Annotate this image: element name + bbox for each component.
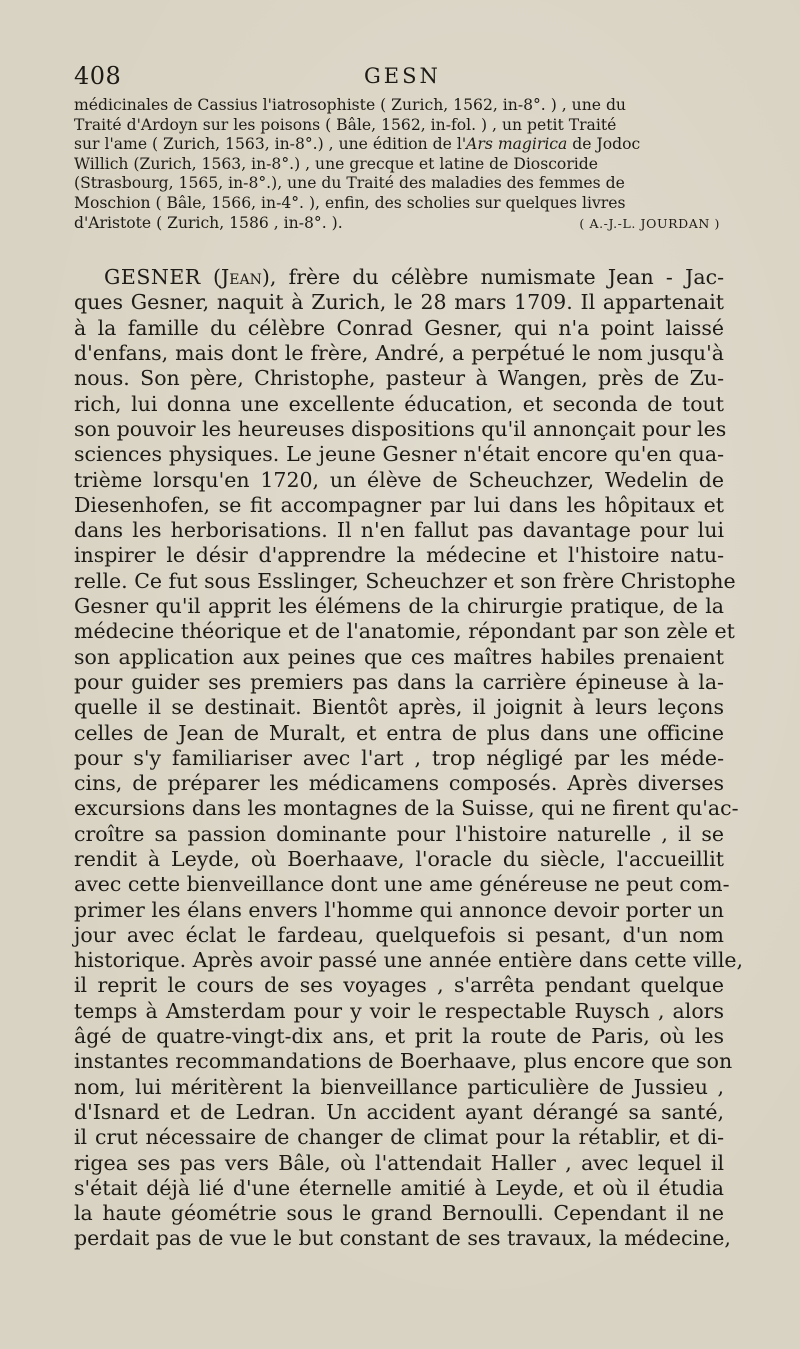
text-line: son pouvoir les heureuses dispositions qu'il annonçait pour les [74,416,727,441]
text-line: nous. Son père, Christophe, pasteur à Wangen, près de Zu- [74,366,724,391]
text-line: relle. Ce fut sous Esslinger, Scheuchzer et son frère Christophe [74,568,736,593]
text-line: ques Gesner, naquit à Zurich, le 28 mars 1709. Il appartenait [74,290,724,315]
text-line: son application aux peines que ces maîtres habiles prenaient [74,644,724,669]
text-line: rendit à Leyde, où Boerhaave, l'oracle du siècle, l'accueillit [74,846,724,871]
text-line: celles de Jean de Muralt, et entra de plus dans une officine [74,720,724,745]
text-segment: sur l'ame ( Zurich, 1563, in-8°.) , une édition de l' [74,135,467,154]
text-line: s'était déjà lié d'une éternelle amitié à Leyde, et où il étudia [74,1175,724,1200]
text-segment: d'Aristote ( Zurich, 1586 , in-8°. ). [74,213,343,232]
running-head [74,62,776,96]
author-signature: ( A.-J.-L. JOURDAN ) [579,215,720,231]
text-line: âgé de quatre-vingt-dix ans, et prit la route de Paris, où les [74,1024,724,1049]
text-line: médicinales de Cassius l'iatrosophiste ( Zurich, 1562, in-8°. ) , une du [74,96,626,114]
text-line: médecine théorique et de l'anatomie, répondant par son zèle et [74,619,735,644]
text-line: quelle il se destinait. Bientôt après, il joignit à leurs leçons [74,695,724,720]
headword-surname: GESNER [104,265,201,290]
text-line: à la famille du célèbre Conrad Gesner, qui n'a point laissé [74,315,724,340]
text-line: pour guider ses premiers pas dans la carrière épineuse à la- [74,669,724,694]
text-line: temps à Amsterdam pour y voir le respectable Ruysch , alors [74,998,724,1023]
headword-given-name: (Jean) [213,265,270,290]
text-line: dans les herborisations. Il n'en fallut pas davantage pour lui [74,518,724,543]
text-line: trième lorsqu'en 1720, un élève de Scheuchzer, Wedelin de [74,467,724,492]
text-line: nom, lui méritèrent la bienveillance particulière de Jussieu , [74,1074,724,1099]
text-line: perdait pas de vue le but constant de ses travaux, la médecine, [74,1226,731,1251]
text-line: inspirer le désir d'apprendre la médecine et l'histoire natu- [74,543,724,568]
book-title-italic: Ars magirica [466,135,568,154]
text-line: la haute géométrie sous le grand Bernoulli. Cependant il ne [74,1201,724,1226]
text-line: cins, de préparer les médicamens composés. Après diverses [74,771,724,796]
text-line: il crut nécessaire de changer de climat pour la rétablir, et di- [74,1125,724,1150]
text-line: Willich (Zurich, 1563, in-8°.) , une grecque et latine de Dioscoride [74,154,598,173]
previous-article-end [74,96,724,233]
text-line: d'Isnard et de Ledran. Un accident ayant dérangé sa santé, [74,1099,724,1124]
page-number: 408 [74,62,122,90]
text-line: sciences physiques. Le jeune Gesner n'était encore qu'en qua- [74,442,724,467]
text-line: Traité d'Ardoyn sur les poisons ( Bâle, 1562, in-fol. ) , un petit Traité [74,115,617,134]
text-segment: , frère du célèbre numismate Jean - Jac- [269,265,724,290]
text-line: instantes recommandations de Boerhaave, plus encore que son [74,1049,733,1074]
text-line: croître sa passion dominante pour l'histoire naturelle , il se [74,821,724,846]
text-line: il reprit le cours de ses voyages , s'arrêta pendant quelque [74,973,724,998]
text-line: jour avec éclat le fardeau, quelquefois si pesant, d'un nom [74,922,724,947]
text-line: (Strasbourg, 1565, in-8°.), une du Traité des maladies des femmes de [74,174,625,193]
article-first-line [74,265,724,290]
text-line: pour s'y familiariser avec l'art , trop négligé par les méde- [74,745,724,770]
text-line: Diesenhofen, se fit accompagner par lui dans les hôpitaux et [74,492,724,517]
text-line: historique. Après avoir passé une année entière dans cette ville, [74,948,744,973]
text-segment: de Jodoc [567,135,641,154]
text-line: avec cette bienveillance dont une ame généreuse ne peut com- [74,872,730,897]
text-line: rich, lui donna une excellente éducation, et seconda de tout [74,391,724,416]
text-line: primer les élans envers l'homme qui annonce devoir porter un [74,897,724,922]
text-line: rigea ses pas vers Bâle, où l'attendait Haller , avec lequel il [74,1150,724,1175]
text-line: Gesner qu'il apprit les élémens de la chirurgie pratique, de la [74,594,724,619]
running-title: GESN [364,64,441,88]
text-line [74,135,724,155]
text-line: Moschion ( Bâle, 1566, in-4°. ), enfin, des scholies sur quelques livres [74,193,626,212]
article-gesner-jean [74,265,744,1252]
text-line: excursions dans les montagnes de la Suisse, qui ne firent qu'ac- [74,796,739,821]
text-line [74,214,724,234]
text-line: d'enfans, mais dont le frère, André, a perpétué le nom jusqu'à [74,341,724,366]
